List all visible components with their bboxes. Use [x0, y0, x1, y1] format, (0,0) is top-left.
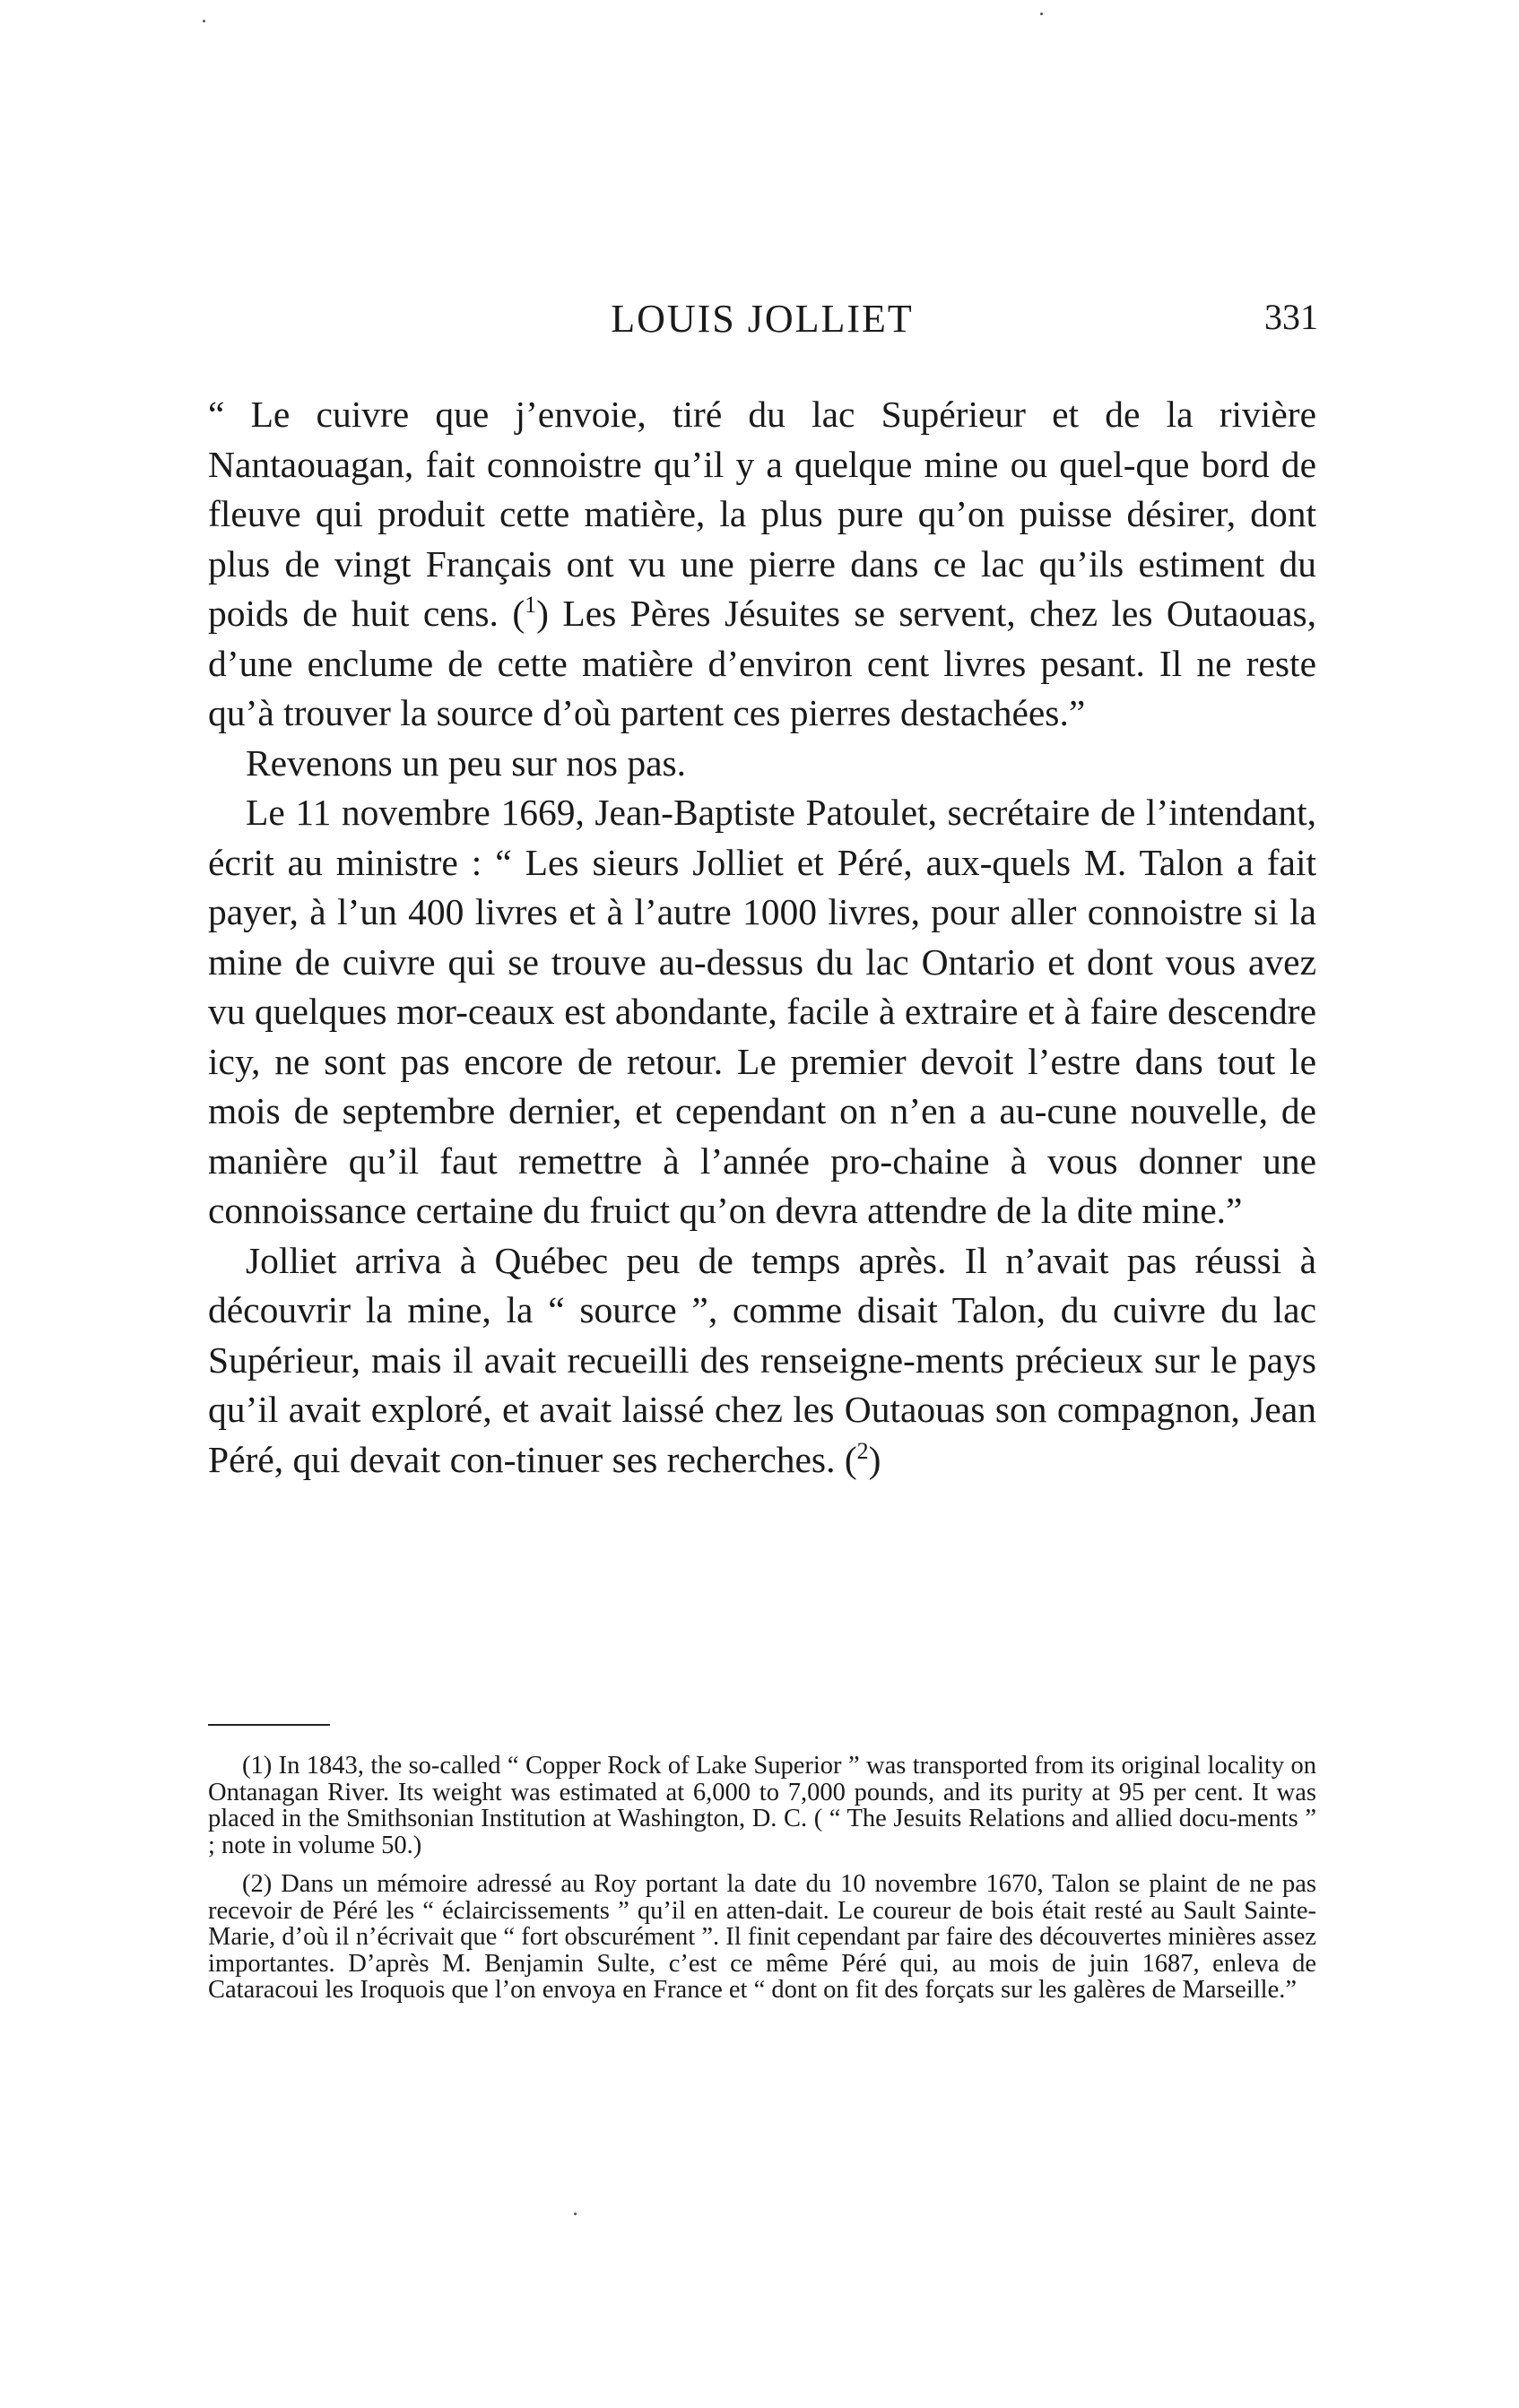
- footnotes: [208, 1753, 1316, 2016]
- running-title: LOUIS JOLLIET: [611, 297, 914, 341]
- footnote-separator: [208, 1724, 330, 1726]
- paragraph: Revenons un peu sur nos pas.: [246, 741, 687, 784]
- paragraph: [208, 1236, 1316, 1486]
- paragraph-text: Jolliet arriva à Québec peu de temps après. Il n’avait pas réussi à découvrir la mine, la “ source ”, comme disait Talon, du cuivre du lac Supérieur, mais il avait recueilli des renseigne-ments précieux sur le pays qu’il avait exploré, et avait laissé chez les Outaouas son compagnon, Jean Péré, qui devait con-tinuer ses recherches. (: [208, 1239, 1316, 1480]
- paragraph-text: “ Le cuivre que j’envoie, tiré du lac Supérieur et de la rivière Nantaouagan, fait connoistre qu’il y a quelque mine ou quel-que bord de fleuve qui produit cette matière, la plus pure qu’on puisse désirer, dont plus de vingt Français ont vu une pierre dans ce lac qu’ils estiment du poids de huit cens. (: [208, 394, 1316, 634]
- print-speck: [1040, 13, 1043, 15]
- paragraph-quote: [208, 390, 1316, 739]
- footnote-marker: 1: [525, 592, 537, 619]
- footnote: (1) In 1843, the so-called “ Copper Rock of Lake Superior ” was transported from its original locality on Ontanagan River. Its weight was estimated at 6,000 to 7,000 pounds, and its purity at 95 per cent. It was placed in the Smithsonian Institution at Washington, D. C. ( “ The Jesuits Relations and allied docu-ments ” ; note in volume 50.): [208, 1752, 1316, 1859]
- print-speck: [574, 2213, 577, 2215]
- print-speck: [203, 20, 205, 22]
- footnote-marker: 2: [856, 1437, 869, 1464]
- paragraph-text: ): [868, 1438, 881, 1480]
- paragraph: Le 11 novembre 1669, Jean-Baptiste Patoulet, secrétaire de l’intendant, écrit au ministre : “ Les sieurs Jolliet et Péré, aux-quels M. Talon a fait payer, à l’un 400 livres et à l’autre 1000 livres, pour aller connoistre si la mine de cuivre qui se trouve au-dessus du lac Ontario et dont vous avez vu quelques mor-ceaux est abondante, facile à extraire et à faire descendre icy, ne sont pas encore de retour. Le premier devoit l’estre dans tout le mois de septembre dernier, et cependant on n’en a au-cune nouvelle, de manière qu’il faut remettre à l’année pro-chaine à vous donner une connoissance certaine du fruict qu’on devra attendre de la dite mine.”: [208, 792, 1316, 1231]
- page-number: 331: [1264, 297, 1318, 337]
- paragraph-text: ) Les Pères Jésuites se servent, chez les Outaouas, d’une enclume de cette matière d’environ cent livres pesant. Il ne reste qu’à trouver la source d’où partent ces pierres destachées.”: [208, 593, 1316, 733]
- footnote: (2) Dans un mémoire adressé au Roy portant la date du 10 novembre 1670, Talon se plaint de ne pas recevoir de Péré les “ éclaircissements ” qu’il en atten-dait. Le coureur de bois était resté au Sault Sainte-Marie, d’où il n’écrivait que “ fort obscurément ”. Il finit cependant par faire des découvertes minières assez importantes. D’après M. Benjamin Sulte, c’est ce même Péré qui, au mois de juin 1687, enleva de Cataracoui les Iroquois que l’on envoya en France et “ dont on fit des forçats sur les galères de Marseille.”: [208, 1870, 1316, 2004]
- page-header: [206, 296, 1318, 350]
- main-text: [208, 390, 1316, 1485]
